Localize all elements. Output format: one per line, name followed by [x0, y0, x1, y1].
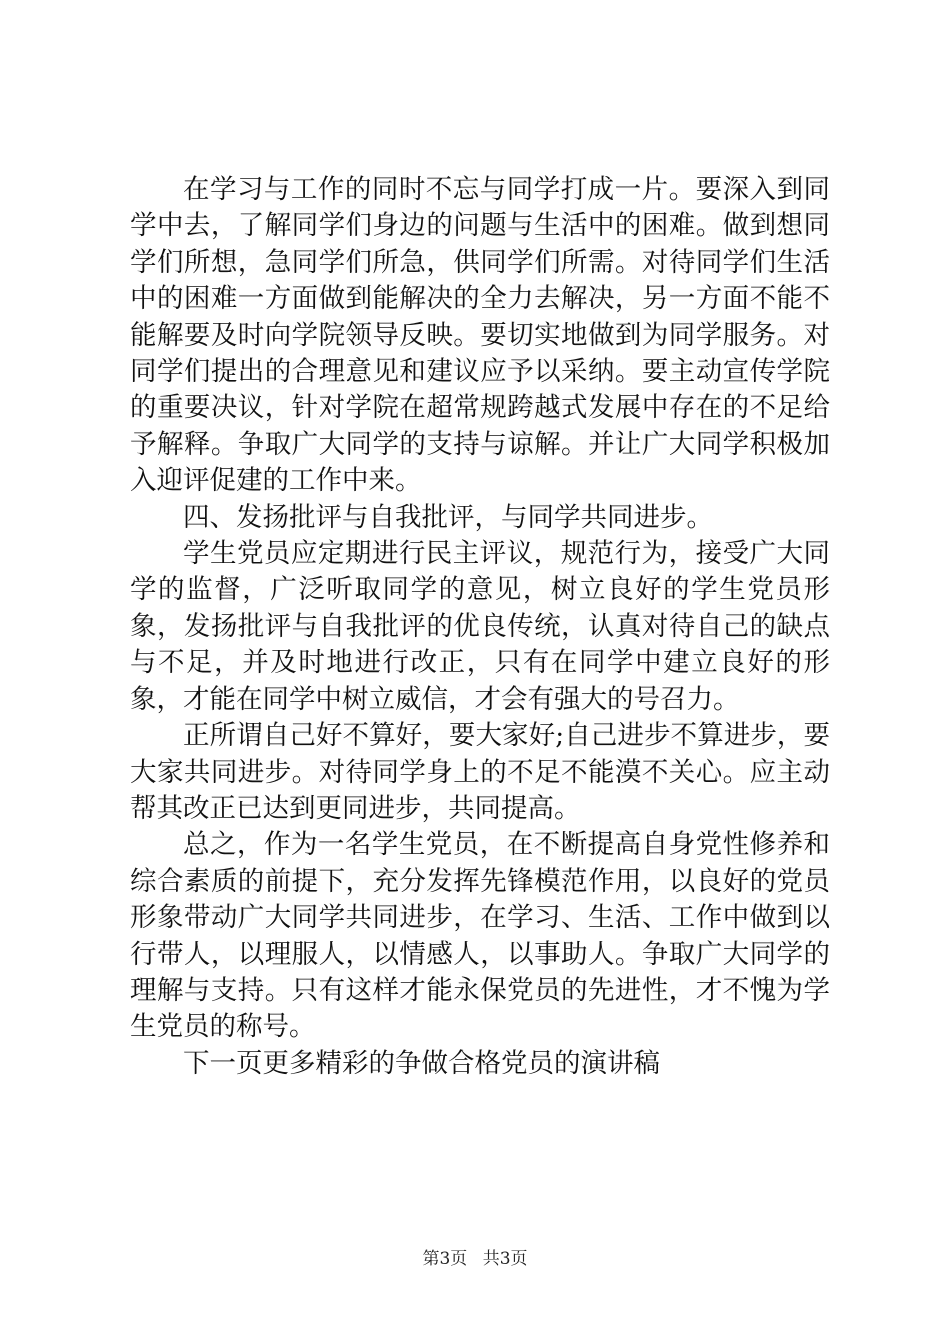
- paragraph-5: 总之，作为一名学生党员，在不断提高自身党性修养和综合素质的前提下，充分发挥先锋模范作用，以良好的党员形象带动广大同学共同进步，在学习、生活、工作中做到以行带人，以理服人，以情感人，以事助人。争取广大同学的理解与支持。只有这样才能永保党员的先进性，才不愧为学生党员的称号。: [130, 829, 830, 1043]
- paragraph-2-heading: 四、发扬批评与自我批评，与同学共同进步。: [183, 501, 713, 533]
- page-footer: [0, 1244, 950, 1269]
- paragraph-1: 在学习与工作的同时不忘与同学打成一片。要深入到同学中去，了解同学们身边的问题与生活中的困难。做到想同学们所想，急同学们所急，供同学们所需。对待同学们生活中的困难一方面做到能解决的全力去解决，另一方面不能不能解要及时向学院领导反映。要切实地做到为同学服务。对同学们提出的合理意见和建议应予以采纳。要主动宣传学院的重要决议，针对学院在超常规跨越式发展中存在的不足给予解释。争取广大同学的支持与谅解。并让广大同学积极加入迎评促建的工作中来。: [130, 174, 830, 497]
- page-total: 共3页: [482, 1249, 528, 1269]
- document-body: [130, 172, 830, 1082]
- next-page-link-text: 下一页更多精彩的争做合格党员的演讲稿: [183, 1047, 660, 1079]
- paragraph-3: 学生党员应定期进行民主评议，规范行为，接受广大同学的监督，广泛听取同学的意见，树立良好的学生党员形象，发扬批评与自我批评的优良传统，认真对待自己的缺点与不足，并及时地进行改正，只有在同学中建立良好的形象，才能在同学中树立威信，才会有强大的号召力。: [130, 538, 830, 715]
- paragraph-4: 正所谓自己好不算好，要大家好;自己进步不算进步，要大家共同进步。对待同学身上的不足不能漠不关心。应主动帮其改正已达到更同进步，共同提高。: [130, 720, 830, 824]
- page-number: 第3页: [422, 1249, 468, 1269]
